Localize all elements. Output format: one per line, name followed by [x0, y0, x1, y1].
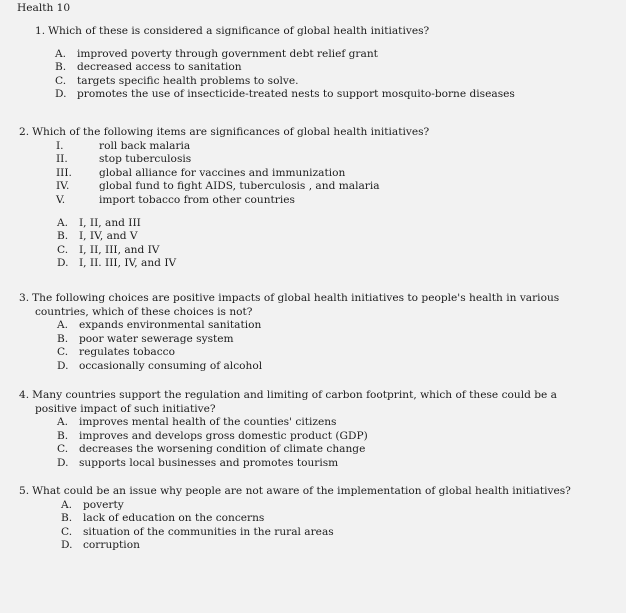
question-text: 1. Which of these is considered a significance of global health initiatives? — [35, 25, 430, 37]
option-a[interactable]: A. I, II, and III — [57, 216, 141, 229]
question-4 — [19, 389, 579, 471]
option-d[interactable]: D. I, II. III, IV, and IV — [57, 257, 177, 270]
option-d[interactable]: D. occasionally consuming of alcohol — [57, 359, 263, 372]
option-c[interactable]: C. situation of the communities in the rural areas — [61, 525, 334, 538]
roman-item-1: I. roll back malaria — [56, 139, 191, 152]
option-b[interactable]: B. lack of education on the concerns — [61, 512, 265, 525]
question-3 — [19, 292, 579, 374]
question-1 — [19, 25, 579, 102]
option-c[interactable]: C. I, II, III, and IV — [57, 243, 160, 256]
option-c[interactable]: C. decreases the worsening condition of climate change — [57, 443, 366, 456]
option-c[interactable]: C. targets specific health problems to solve. — [55, 74, 299, 87]
options-list — [57, 217, 579, 271]
options-list — [61, 499, 579, 553]
page-title: Health 10 — [17, 2, 71, 14]
options-list — [57, 416, 579, 470]
option-d[interactable]: D. corruption — [61, 539, 140, 552]
option-b[interactable]: B. improves and develops gross domestic product (GDP) — [57, 429, 368, 442]
option-b[interactable]: B. decreased access to sanitation — [55, 61, 242, 74]
question-text: 5. What could be an issue why people are not aware of the implementation of global health initiatives? — [19, 485, 571, 497]
question-text: 3. The following choices are positive impacts of global health initiatives to people's health in various countries, which of these choices is not? — [19, 292, 560, 318]
option-a[interactable]: A. improved poverty through government debt relief grant — [55, 47, 378, 60]
option-a[interactable]: A. improves mental health of the counties' citizens — [57, 416, 337, 429]
option-c[interactable]: C. regulates tobacco — [57, 346, 175, 359]
options-list — [55, 48, 579, 102]
roman-item-5: V. import tobacco from other countries — [56, 193, 295, 206]
option-a[interactable]: A. expands environmental sanitation — [57, 319, 262, 332]
roman-item-2: II. stop tuberculosis — [56, 153, 192, 166]
roman-items-list — [56, 140, 579, 208]
question-5 — [19, 485, 579, 553]
option-a[interactable]: A. poverty — [61, 498, 124, 511]
question-2 — [19, 126, 579, 271]
question-text: 4. Many countries support the regulation and limiting of carbon footprint, which of these could be a positive impact of such initiative? — [19, 389, 557, 415]
option-d[interactable]: D. supports local businesses and promotes tourism — [57, 456, 339, 469]
option-b[interactable]: B. I, IV, and V — [57, 230, 138, 243]
roman-item-4: IV. global fund to fight AIDS, tuberculosis , and malaria — [56, 180, 380, 193]
option-d[interactable]: D. promotes the use of insecticide-treated nests to support mosquito-borne diseases — [55, 88, 515, 101]
roman-item-3: III. global alliance for vaccines and immunization — [56, 166, 346, 179]
question-text: 2. Which of the following items are significances of global health initiatives? — [19, 126, 430, 138]
options-list — [57, 319, 579, 373]
option-b[interactable]: B. poor water sewerage system — [57, 332, 234, 345]
